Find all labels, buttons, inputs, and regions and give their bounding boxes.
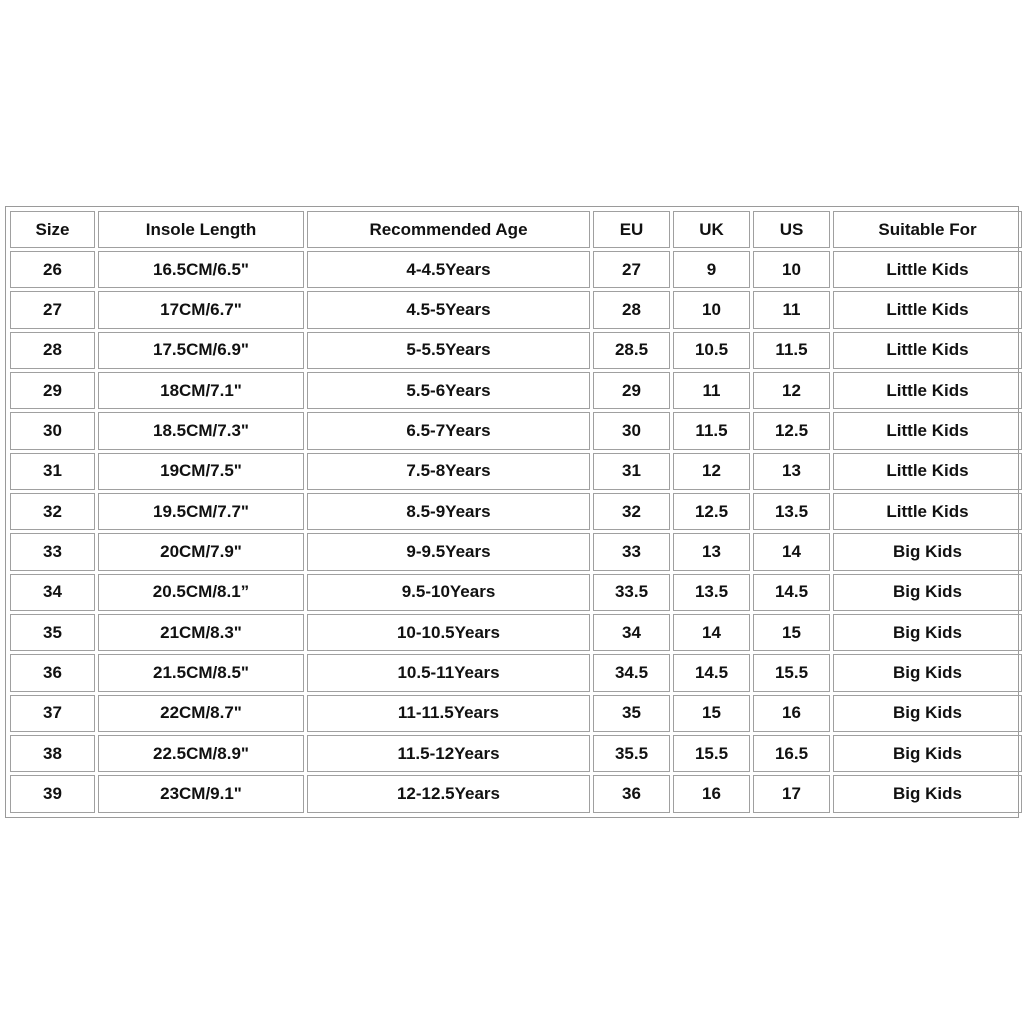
cell-uk: 16 xyxy=(673,775,750,813)
table-row xyxy=(10,775,1022,813)
cell-us: 16.5 xyxy=(753,735,830,772)
cell-suitable-for: Big Kids xyxy=(833,533,1022,570)
cell-eu: 35 xyxy=(593,695,670,732)
cell-uk: 12 xyxy=(673,453,750,490)
table-header-row xyxy=(10,211,1022,248)
cell-eu: 33 xyxy=(593,533,670,570)
cell-us: 16 xyxy=(753,695,830,732)
table-row xyxy=(10,493,1022,530)
cell-uk: 14.5 xyxy=(673,654,750,691)
cell-uk: 15 xyxy=(673,695,750,732)
cell-size: 31 xyxy=(10,453,95,490)
cell-uk: 11.5 xyxy=(673,412,750,449)
cell-uk: 10.5 xyxy=(673,332,750,369)
cell-size: 27 xyxy=(10,291,95,328)
cell-eu: 28.5 xyxy=(593,332,670,369)
cell-eu: 29 xyxy=(593,372,670,409)
cell-eu: 31 xyxy=(593,453,670,490)
cell-eu: 34.5 xyxy=(593,654,670,691)
cell-insole-length: 20CM/7.9" xyxy=(98,533,304,570)
cell-insole-length: 18.5CM/7.3" xyxy=(98,412,304,449)
cell-suitable-for: Big Kids xyxy=(833,775,1022,813)
cell-eu: 34 xyxy=(593,614,670,651)
cell-recommended-age: 4-4.5Years xyxy=(307,251,590,288)
table-row xyxy=(10,533,1022,570)
cell-us: 12.5 xyxy=(753,412,830,449)
cell-suitable-for: Little Kids xyxy=(833,251,1022,288)
cell-uk: 11 xyxy=(673,372,750,409)
cell-us: 17 xyxy=(753,775,830,813)
cell-us: 15 xyxy=(753,614,830,651)
cell-insole-length: 16.5CM/6.5" xyxy=(98,251,304,288)
table-row xyxy=(10,372,1022,409)
cell-size: 26 xyxy=(10,251,95,288)
size-chart xyxy=(5,206,1019,818)
cell-recommended-age: 10-10.5Years xyxy=(307,614,590,651)
cell-suitable-for: Little Kids xyxy=(833,372,1022,409)
table-body xyxy=(10,251,1022,813)
cell-recommended-age: 4.5-5Years xyxy=(307,291,590,328)
cell-insole-length: 23CM/9.1" xyxy=(98,775,304,813)
cell-recommended-age: 11-11.5Years xyxy=(307,695,590,732)
header-suitable-for: Suitable For xyxy=(833,211,1022,248)
cell-eu: 33.5 xyxy=(593,574,670,611)
size-table xyxy=(7,208,1024,816)
cell-insole-length: 21.5CM/8.5" xyxy=(98,654,304,691)
cell-eu: 36 xyxy=(593,775,670,813)
cell-suitable-for: Little Kids xyxy=(833,291,1022,328)
cell-eu: 35.5 xyxy=(593,735,670,772)
cell-us: 15.5 xyxy=(753,654,830,691)
cell-us: 13.5 xyxy=(753,493,830,530)
cell-size: 29 xyxy=(10,372,95,409)
cell-insole-length: 20.5CM/8.1” xyxy=(98,574,304,611)
cell-insole-length: 19.5CM/7.7" xyxy=(98,493,304,530)
table-row xyxy=(10,574,1022,611)
cell-insole-length: 22.5CM/8.9" xyxy=(98,735,304,772)
cell-suitable-for: Big Kids xyxy=(833,654,1022,691)
cell-insole-length: 21CM/8.3" xyxy=(98,614,304,651)
cell-eu: 30 xyxy=(593,412,670,449)
cell-uk: 15.5 xyxy=(673,735,750,772)
cell-size: 34 xyxy=(10,574,95,611)
cell-eu: 28 xyxy=(593,291,670,328)
cell-insole-length: 19CM/7.5" xyxy=(98,453,304,490)
header-recommended-age: Recommended Age xyxy=(307,211,590,248)
cell-recommended-age: 7.5-8Years xyxy=(307,453,590,490)
table-row xyxy=(10,695,1022,732)
cell-insole-length: 18CM/7.1" xyxy=(98,372,304,409)
table-row xyxy=(10,291,1022,328)
table-row xyxy=(10,453,1022,490)
cell-recommended-age: 10.5-11Years xyxy=(307,654,590,691)
cell-uk: 13.5 xyxy=(673,574,750,611)
table-row xyxy=(10,412,1022,449)
cell-suitable-for: Big Kids xyxy=(833,695,1022,732)
cell-us: 13 xyxy=(753,453,830,490)
cell-us: 12 xyxy=(753,372,830,409)
cell-eu: 27 xyxy=(593,251,670,288)
cell-suitable-for: Big Kids xyxy=(833,735,1022,772)
table-row xyxy=(10,654,1022,691)
cell-recommended-age: 5.5-6Years xyxy=(307,372,590,409)
cell-us: 11.5 xyxy=(753,332,830,369)
cell-size: 37 xyxy=(10,695,95,732)
table-row xyxy=(10,735,1022,772)
cell-size: 32 xyxy=(10,493,95,530)
table-row xyxy=(10,251,1022,288)
cell-recommended-age: 6.5-7Years xyxy=(307,412,590,449)
cell-recommended-age: 9-9.5Years xyxy=(307,533,590,570)
cell-insole-length: 22CM/8.7" xyxy=(98,695,304,732)
cell-size: 28 xyxy=(10,332,95,369)
cell-suitable-for: Big Kids xyxy=(833,574,1022,611)
cell-suitable-for: Little Kids xyxy=(833,453,1022,490)
cell-size: 33 xyxy=(10,533,95,570)
cell-size: 30 xyxy=(10,412,95,449)
cell-us: 10 xyxy=(753,251,830,288)
cell-size: 39 xyxy=(10,775,95,813)
table-row xyxy=(10,614,1022,651)
cell-recommended-age: 12-12.5Years xyxy=(307,775,590,813)
cell-eu: 32 xyxy=(593,493,670,530)
cell-us: 11 xyxy=(753,291,830,328)
cell-suitable-for: Little Kids xyxy=(833,332,1022,369)
header-uk: UK xyxy=(673,211,750,248)
header-eu: EU xyxy=(593,211,670,248)
cell-size: 36 xyxy=(10,654,95,691)
cell-us: 14 xyxy=(753,533,830,570)
cell-suitable-for: Little Kids xyxy=(833,493,1022,530)
cell-suitable-for: Little Kids xyxy=(833,412,1022,449)
cell-recommended-age: 11.5-12Years xyxy=(307,735,590,772)
cell-uk: 14 xyxy=(673,614,750,651)
cell-insole-length: 17.5CM/6.9" xyxy=(98,332,304,369)
cell-recommended-age: 9.5-10Years xyxy=(307,574,590,611)
cell-recommended-age: 8.5-9Years xyxy=(307,493,590,530)
table-row xyxy=(10,332,1022,369)
cell-uk: 9 xyxy=(673,251,750,288)
cell-uk: 12.5 xyxy=(673,493,750,530)
cell-insole-length: 17CM/6.7" xyxy=(98,291,304,328)
cell-us: 14.5 xyxy=(753,574,830,611)
cell-suitable-for: Big Kids xyxy=(833,614,1022,651)
header-insole-length: Insole Length xyxy=(98,211,304,248)
header-size: Size xyxy=(10,211,95,248)
cell-uk: 10 xyxy=(673,291,750,328)
cell-size: 38 xyxy=(10,735,95,772)
header-us: US xyxy=(753,211,830,248)
cell-recommended-age: 5-5.5Years xyxy=(307,332,590,369)
cell-size: 35 xyxy=(10,614,95,651)
cell-uk: 13 xyxy=(673,533,750,570)
